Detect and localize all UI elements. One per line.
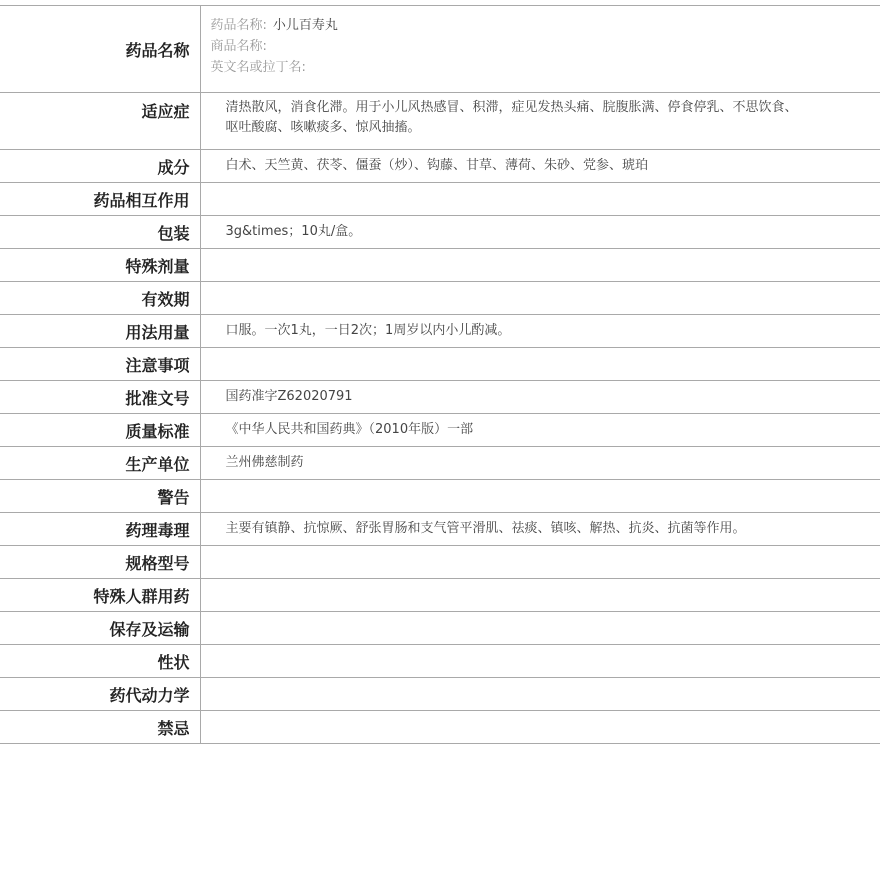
latin-name-caption: 英文名或拉丁名: bbox=[210, 60, 306, 75]
row-shelf-life bbox=[0, 282, 880, 315]
row-label-pharmacokinetics: 药代动力学 bbox=[0, 678, 200, 711]
row-label-warning: 警告 bbox=[0, 480, 200, 513]
row-label-appearance: 性状 bbox=[0, 645, 200, 678]
row-label-shelf-life: 有效期 bbox=[0, 282, 200, 315]
row-value-specification bbox=[200, 546, 880, 579]
row-value-storage-transport bbox=[200, 612, 880, 645]
generic-name-line bbox=[211, 15, 801, 36]
row-value-manufacturer: 兰州佛慈制药 bbox=[200, 447, 880, 480]
row-label-interactions: 药品相互作用 bbox=[0, 183, 200, 216]
drug-names-cell bbox=[200, 6, 880, 93]
row-indication bbox=[0, 93, 880, 150]
row-value-shelf-life bbox=[200, 282, 880, 315]
latin-name-line bbox=[211, 57, 801, 78]
row-label-manufacturer: 生产单位 bbox=[0, 447, 200, 480]
row-label-contraindications: 禁忌 bbox=[0, 711, 200, 744]
row-label-indication: 适应症 bbox=[0, 93, 200, 150]
row-value-interactions bbox=[200, 183, 880, 216]
row-value-quality-standard: 《中华人民共和国药典》（2010年版）一部 bbox=[200, 414, 880, 447]
row-label-specification: 规格型号 bbox=[0, 546, 200, 579]
row-label-usage-dosage: 用法用量 bbox=[0, 315, 200, 348]
row-value-indication: 清热散风，消食化滞。用于小儿风热感冒、积滞，症见发热头痛、脘腹胀满、停食停乳、不思饮食、呕吐酸腐、咳嗽痰多、惊风抽搐。 bbox=[200, 93, 880, 150]
row-packaging bbox=[0, 216, 880, 249]
trade-name-line bbox=[211, 36, 801, 57]
row-label-pharmacology: 药理毒理 bbox=[0, 513, 200, 546]
row-value-pharmacology: 主要有镇静、抗惊厥、舒张胃肠和支气管平滑肌、祛痰、镇咳、解热、抗炎、抗菌等作用。 bbox=[200, 513, 880, 546]
generic-name-value: 小儿百寿丸 bbox=[272, 18, 338, 33]
row-value-appearance bbox=[200, 645, 880, 678]
row-usage-dosage bbox=[0, 315, 880, 348]
row-value-ingredients: 白术、天竺黄、茯苓、僵蚕（炒）、钩藤、甘草、薄荷、朱砂、党参、琥珀 bbox=[200, 150, 880, 183]
generic-name-caption: 药品名称: bbox=[210, 18, 267, 33]
row-value-contraindications bbox=[200, 711, 880, 744]
row-special-populations bbox=[0, 579, 880, 612]
row-label-precautions: 注意事项 bbox=[0, 348, 200, 381]
row-contraindications bbox=[0, 711, 880, 744]
row-value-special-dosage bbox=[200, 249, 880, 282]
drug-info-table bbox=[0, 5, 880, 744]
row-label-approval-number: 批准文号 bbox=[0, 381, 200, 414]
row-quality-standard bbox=[0, 414, 880, 447]
row-label-storage-transport: 保存及运输 bbox=[0, 612, 200, 645]
row-appearance bbox=[0, 645, 880, 678]
row-approval-number bbox=[0, 381, 880, 414]
row-label-special-dosage: 特殊剂量 bbox=[0, 249, 200, 282]
row-label-ingredients: 成分 bbox=[0, 150, 200, 183]
row-value-approval-number: 国药准字Z62020791 bbox=[200, 381, 880, 414]
row-pharmacology bbox=[0, 513, 880, 546]
row-precautions bbox=[0, 348, 880, 381]
row-drug-names bbox=[0, 6, 880, 93]
row-value-pharmacokinetics bbox=[200, 678, 880, 711]
row-pharmacokinetics bbox=[0, 678, 880, 711]
row-ingredients bbox=[0, 150, 880, 183]
row-value-precautions bbox=[200, 348, 880, 381]
row-warning bbox=[0, 480, 880, 513]
row-label-drug-names: 药品名称 bbox=[0, 6, 200, 93]
row-label-quality-standard: 质量标准 bbox=[0, 414, 200, 447]
row-storage-transport bbox=[0, 612, 880, 645]
row-label-packaging: 包装 bbox=[0, 216, 200, 249]
row-manufacturer bbox=[0, 447, 880, 480]
row-value-packaging: 3g&times；10丸/盒。 bbox=[200, 216, 880, 249]
row-interactions bbox=[0, 183, 880, 216]
row-value-warning bbox=[200, 480, 880, 513]
trade-name-caption: 商品名称: bbox=[210, 39, 267, 54]
row-label-special-populations: 特殊人群用药 bbox=[0, 579, 200, 612]
row-special-dosage bbox=[0, 249, 880, 282]
row-value-usage-dosage: 口服。一次1丸，一日2次；1周岁以内小儿酌减。 bbox=[200, 315, 880, 348]
row-value-special-populations bbox=[200, 579, 880, 612]
row-specification bbox=[0, 546, 880, 579]
